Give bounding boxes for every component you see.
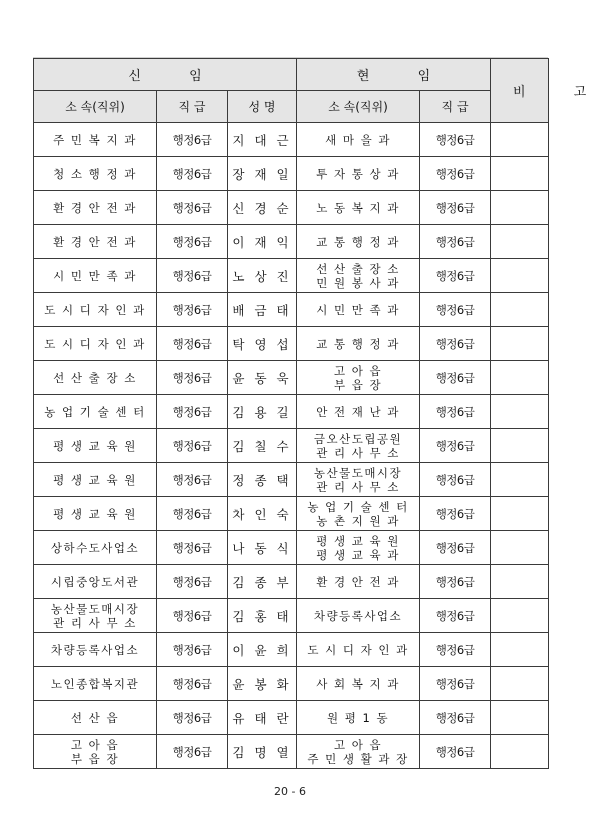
current-dept-cell-line: 선 산 출 장 소 [316,261,400,276]
current-grade-cell: 행정6급 [420,225,491,259]
table-row [34,735,549,769]
current-dept-cell-line: 금오산도립공원 [313,431,403,446]
current-grade-cell: 행정6급 [420,667,491,701]
new-dept-cell-line: 도 시 디 자 인 과 [44,336,146,351]
new-dept-cell [34,157,157,191]
note-cell [491,123,549,157]
new-dept-cell [34,259,157,293]
name-cell: 나 동 식 [228,531,297,565]
new-dept-cell-line: 환 경 안 전 과 [53,234,137,249]
current-dept-cell-line: 관 리 사 무 소 [316,445,400,460]
current-dept-cell-line: 고 아 읍 [333,737,383,752]
grade-cell: 행정6급 [157,361,228,395]
current-grade-cell: 행정6급 [420,157,491,191]
grade-cell: 행정6급 [157,701,228,735]
note-cell [491,463,549,497]
current-dept-cell-line: 노 동 복 지 과 [316,200,400,215]
personnel-table [33,58,608,769]
grade-cell: 행정6급 [157,429,228,463]
current-dept-cell [297,395,420,429]
table-row [34,293,549,327]
note-header: 비 고 [491,59,549,123]
current-dept-cell-line: 농산물도매시장 [313,465,403,480]
current-dept-cell-line: 차량등록사업소 [313,608,403,623]
current-grade-cell: 행정6급 [420,701,491,735]
table-row [34,225,549,259]
current-dept-cell-line: 농 촌 지 원 과 [316,513,400,528]
current-dept-cell [297,123,420,157]
name-cell: 김 명 열 [228,735,297,769]
current-dept-cell [297,735,420,769]
new-dept-cell [34,361,157,395]
table-row [34,395,549,429]
name-cell: 김 홍 태 [228,599,297,633]
new-dept-cell-line: 부 읍 장 [70,751,120,766]
current-dept-cell-line: 민 원 봉 사 과 [316,275,400,290]
new-dept-cell [34,565,157,599]
name-cell: 탁 영 섭 [228,327,297,361]
current-grade-cell: 행정6급 [420,565,491,599]
current-dept-cell [297,293,420,327]
new-dept-cell-line: 상하수도사업소 [50,540,140,555]
current-dept-cell-line: 부 읍 장 [333,377,383,392]
table-row [34,599,549,633]
grade-cell: 행정6급 [157,395,228,429]
current-dept-cell [297,565,420,599]
current-dept-cell-line: 고 아 읍 [333,363,383,378]
current-grade-cell: 행정6급 [420,599,491,633]
new-dept-cell [34,735,157,769]
new-dept-cell-line: 선 산 읍 [70,710,120,725]
grade-cell: 행정6급 [157,633,228,667]
table-row [34,633,549,667]
current-dept-cell [297,225,420,259]
table-row [34,327,549,361]
current-dept-cell-line: 도 시 디 자 인 과 [307,642,409,657]
grade-cell: 행정6급 [157,463,228,497]
current-dept-cell [297,429,420,463]
new-dept-cell [34,497,157,531]
note-cell [491,531,549,565]
current-dept-cell-line: 사 회 복 지 과 [316,676,400,691]
grade-cell: 행정6급 [157,531,228,565]
grade-cell: 행정6급 [157,599,228,633]
table-row [34,565,549,599]
name-cell: 이 윤 희 [228,633,297,667]
new-dept-cell [34,599,157,633]
note-cell [491,429,549,463]
table-row [34,463,549,497]
new-dept-cell [34,463,157,497]
name-cell: 윤 동 욱 [228,361,297,395]
table-row [34,701,549,735]
note-cell [491,497,549,531]
current-dept-cell-line: 원 평 1 동 [326,710,390,725]
current-dept-cell-line: 안 전 재 난 과 [316,404,400,419]
current-grade-cell: 행정6급 [420,463,491,497]
current-dept-cell-line: 새 마 을 과 [325,132,391,147]
header-row-sub [34,91,549,123]
note-cell [491,259,549,293]
current-dept-cell [297,497,420,531]
new-dept-cell-line: 평 생 교 육 원 [53,472,137,487]
page-number: 20 - 6 [274,785,306,798]
new-dept-cell-line: 고 아 읍 [70,737,120,752]
name-cell: 김 용 길 [228,395,297,429]
current-dept-cell-line: 농 업 기 술 센 터 [307,499,409,514]
note-cell [491,633,549,667]
name-cell: 김 칠 수 [228,429,297,463]
table-row [34,123,549,157]
note-cell [491,395,549,429]
grade-cell: 행정6급 [157,191,228,225]
current-dept-cell-line: 평 생 교 육 원 [316,533,400,548]
note-cell [491,327,549,361]
header-row-top [34,59,549,91]
new-dept-cell-line: 농산물도매시장 [50,601,140,616]
current-grade-cell: 행정6급 [420,259,491,293]
current-dept-cell [297,191,420,225]
current-dept-cell [297,701,420,735]
current-grade-cell: 행정6급 [420,633,491,667]
grade-cell: 행정6급 [157,735,228,769]
current-dept-cell-line: 관 리 사 무 소 [316,479,400,494]
current-grade-cell: 행정6급 [420,497,491,531]
current-grade-cell: 행정6급 [420,293,491,327]
grade-cell: 행정6급 [157,327,228,361]
current-dept-cell-line: 시 민 만 족 과 [316,302,400,317]
current-dept-cell [297,463,420,497]
current-grade-cell: 행정6급 [420,429,491,463]
name-cell: 유 태 란 [228,701,297,735]
name-cell: 이 재 익 [228,225,297,259]
name-cell: 배 금 태 [228,293,297,327]
current-dept-cell-line: 교 통 행 정 과 [316,336,400,351]
grade-cell: 행정6급 [157,259,228,293]
new-dept-cell [34,531,157,565]
note-cell [491,361,549,395]
table-body [34,123,549,769]
current-grade-cell: 행정6급 [420,395,491,429]
new-dept-cell-line: 도 시 디 자 인 과 [44,302,146,317]
grade-cell: 행정6급 [157,225,228,259]
new-dept-cell-line: 차량등록사업소 [50,642,140,657]
new-dept-cell-line: 노인종합복지관 [50,676,140,691]
name-header: 성 명 [228,91,297,123]
current-dept-cell [297,667,420,701]
name-cell: 신 경 순 [228,191,297,225]
current-dept-cell-line: 환 경 안 전 과 [316,574,400,589]
note-cell [491,293,549,327]
current-dept-cell-line: 평 생 교 육 과 [316,547,400,562]
current-post-header: 현 임 [297,59,491,91]
new-dept-cell-line: 평 생 교 육 원 [53,506,137,521]
name-cell: 노 상 진 [228,259,297,293]
table-row [34,429,549,463]
note-cell [491,735,549,769]
table-row [34,667,549,701]
new-dept-cell-line: 청 소 행 정 과 [53,166,137,181]
current-grade-cell: 행정6급 [420,361,491,395]
current-dept-cell [297,157,420,191]
current-dept-header: 소 속(직위) [297,91,420,123]
new-dept-cell-line: 환 경 안 전 과 [53,200,137,215]
table-row [34,259,549,293]
name-cell: 지 대 근 [228,123,297,157]
current-grade-header: 직 급 [420,91,491,123]
current-dept-cell-line: 투 자 통 상 과 [316,166,400,181]
note-cell [491,599,549,633]
new-dept-cell-line: 시 민 만 족 과 [53,268,137,283]
dept-header: 소 속(직위) [34,91,157,123]
grade-cell: 행정6급 [157,497,228,531]
current-dept-cell [297,531,420,565]
current-dept-cell [297,361,420,395]
current-dept-cell [297,259,420,293]
name-cell: 차 인 숙 [228,497,297,531]
new-dept-cell-line: 선 산 출 장 소 [53,370,137,385]
name-cell: 김 종 부 [228,565,297,599]
table-row [34,191,549,225]
current-dept-cell-line: 교 통 행 정 과 [316,234,400,249]
table-row [34,531,549,565]
note-cell [491,225,549,259]
new-dept-cell [34,633,157,667]
new-dept-cell-line: 관 리 사 무 소 [53,615,137,630]
new-dept-cell-line: 농 업 기 술 센 터 [44,404,146,419]
new-dept-cell [34,225,157,259]
new-dept-cell [34,293,157,327]
table-row [34,157,549,191]
note-cell [491,667,549,701]
current-dept-cell [297,633,420,667]
note-cell [491,157,549,191]
current-grade-cell: 행정6급 [420,735,491,769]
grade-cell: 행정6급 [157,157,228,191]
grade-header: 직 급 [157,91,228,123]
grade-cell: 행정6급 [157,123,228,157]
new-dept-cell [34,701,157,735]
note-cell [491,565,549,599]
table-row [34,497,549,531]
new-dept-cell [34,123,157,157]
new-dept-cell-line: 주 민 복 지 과 [53,132,137,147]
current-grade-cell: 행정6급 [420,531,491,565]
current-dept-cell-line: 주 민 생 활 과 장 [307,751,409,766]
new-dept-cell [34,191,157,225]
note-cell [491,701,549,735]
new-dept-cell [34,395,157,429]
name-cell: 윤 봉 화 [228,667,297,701]
new-dept-cell [34,327,157,361]
new-dept-cell-line: 평 생 교 육 원 [53,438,137,453]
grade-cell: 행정6급 [157,667,228,701]
current-dept-cell [297,327,420,361]
grade-cell: 행정6급 [157,565,228,599]
new-dept-cell [34,429,157,463]
current-grade-cell: 행정6급 [420,123,491,157]
grade-cell: 행정6급 [157,293,228,327]
name-cell: 정 종 택 [228,463,297,497]
note-cell [491,191,549,225]
table-row [34,361,549,395]
name-cell: 장 재 일 [228,157,297,191]
new-post-header: 신 임 [34,59,297,91]
current-grade-cell: 행정6급 [420,327,491,361]
new-dept-cell-line: 시립중앙도서관 [50,574,140,589]
current-dept-cell [297,599,420,633]
current-grade-cell: 행정6급 [420,191,491,225]
new-dept-cell [34,667,157,701]
